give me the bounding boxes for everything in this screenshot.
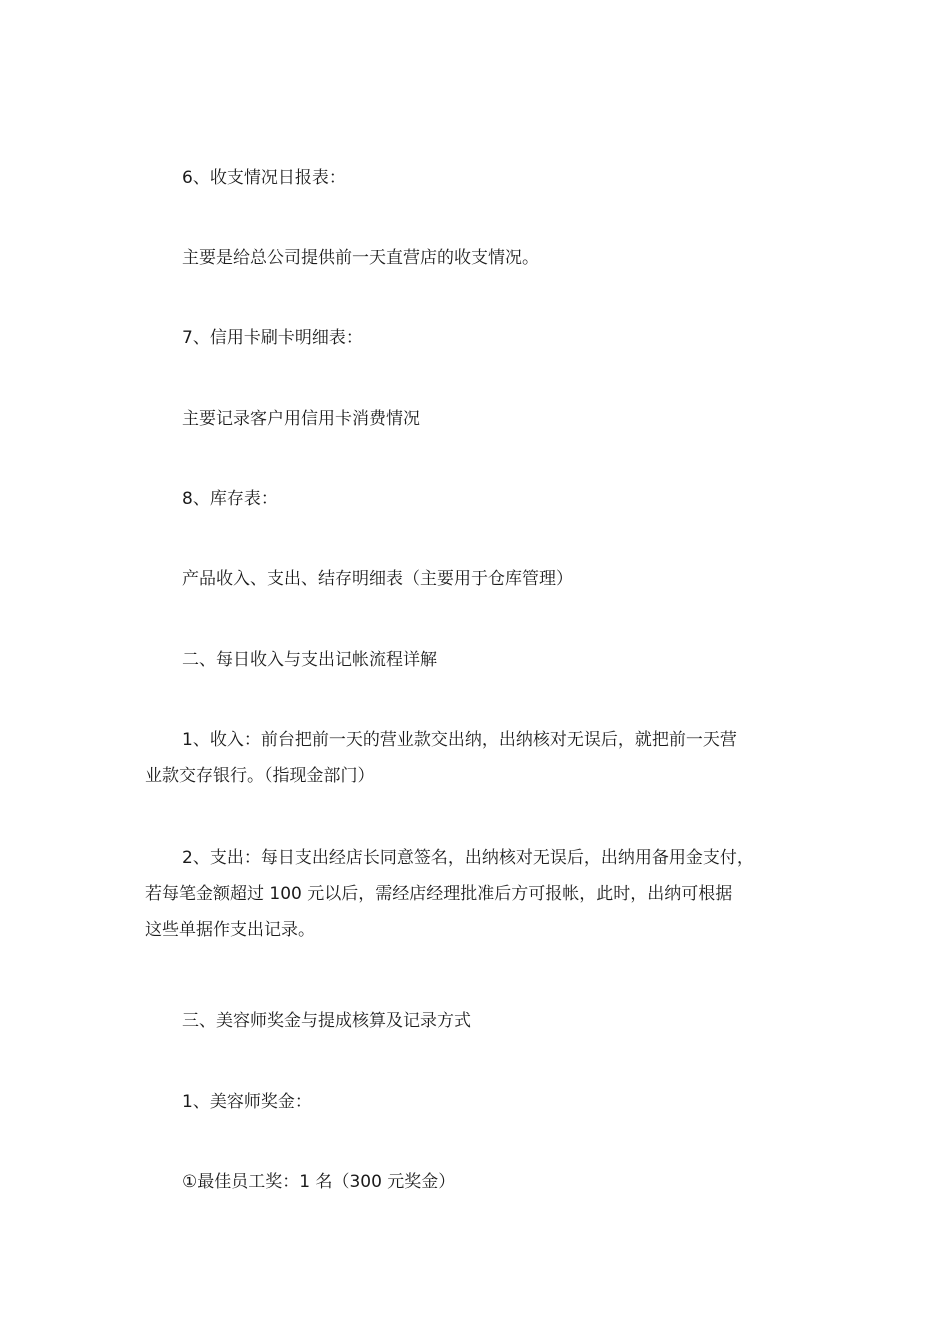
section-heading-beautician-bonus — [145, 1003, 835, 1039]
text-line: ①最佳员工奖：1 名（300 元奖金） — [182, 1172, 456, 1192]
text-line: 7、信用卡刷卡明细表： — [182, 328, 363, 348]
text-line: 三、美容师奖金与提成核算及记录方式 — [182, 1011, 471, 1031]
paragraph-beautician-bonus-heading — [145, 1084, 835, 1120]
paragraph-inventory-heading — [145, 481, 835, 517]
text-line: 6、收支情况日报表： — [182, 168, 346, 188]
section-heading-bookkeeping-process — [145, 642, 835, 678]
paragraph-inventory-description — [145, 561, 835, 597]
text-line: 产品收入、支出、结存明细表（主要用于仓库管理） — [182, 569, 573, 589]
text-line: 1、美容师奖金： — [182, 1092, 312, 1112]
paragraph-daily-report-description — [145, 240, 835, 276]
paragraph-expense-process — [145, 840, 835, 948]
text-line: 2、支出：每日支出经店长同意签名，出纳核对无误后，出纳用备用金支付， — [182, 848, 754, 868]
text-line: 1、收入：前台把前一天的营业款交出纳，出纳核对无误后，就把前一天营 — [182, 730, 737, 750]
paragraph-daily-income-expense-report-heading — [145, 160, 835, 196]
paragraph-best-employee-award — [145, 1164, 835, 1200]
text-line: 主要记录客户用信用卡消费情况 — [182, 409, 420, 429]
paragraph-credit-card-description — [145, 401, 835, 437]
text-line: 二、每日收入与支出记帐流程详解 — [182, 650, 437, 670]
text-line: 这些单据作支出记录。 — [145, 920, 315, 940]
text-line: 主要是给总公司提供前一天直营店的收支情况。 — [182, 248, 539, 268]
paragraph-income-process — [145, 722, 835, 794]
text-line: 若每笔金额超过 100 元以后，需经店经理批准后方可报帐，此时，出纳可根据 — [145, 884, 733, 904]
text-line: 8、库存表： — [182, 489, 278, 509]
text-line: 业款交存银行。（指现金部门） — [145, 766, 375, 786]
paragraph-credit-card-detail-heading — [145, 320, 835, 356]
